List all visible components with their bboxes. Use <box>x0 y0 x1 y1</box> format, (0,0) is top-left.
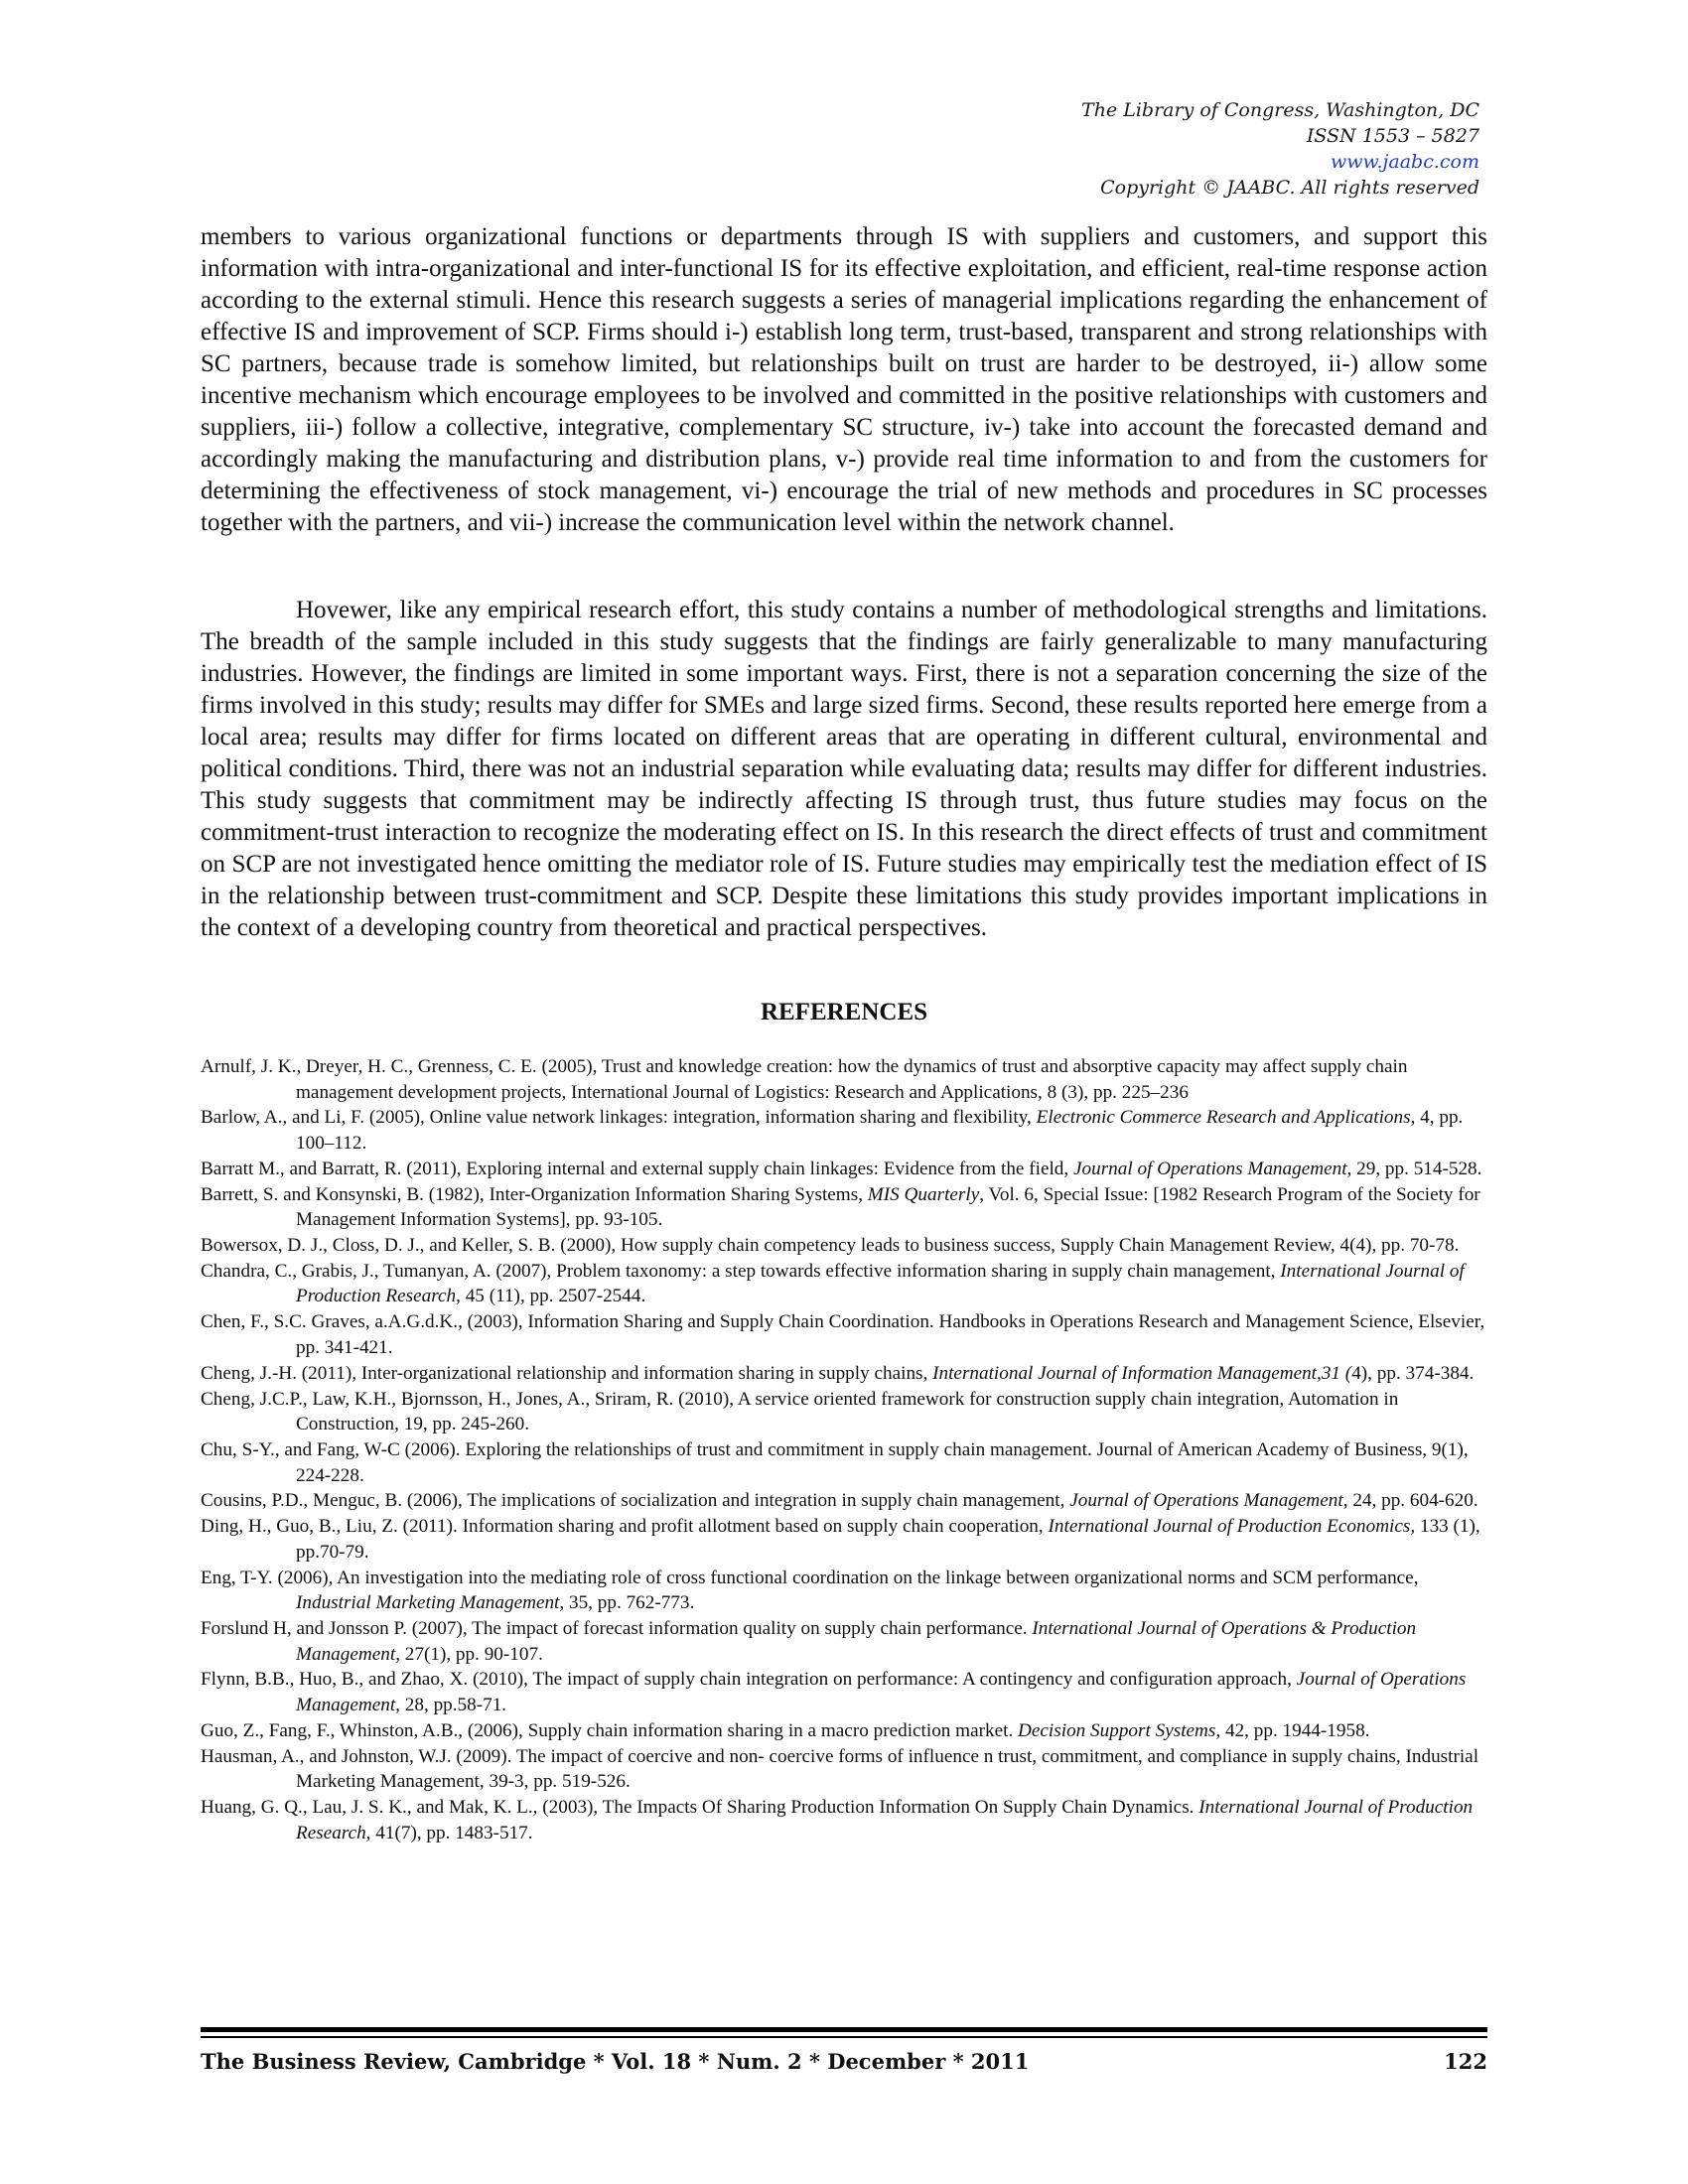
reference-source-italic: International Journal of Production Economics, <box>1048 1516 1416 1538</box>
reference-source-italic: MIS Quarterly <box>867 1183 980 1205</box>
reference-text: Huang, G. Q., Lau, J. S. K., and Mak, K. L., (2003), The Impacts Of Sharing Production Information On Supply Chain Dynamics. <box>201 1797 1199 1819</box>
reference-item <box>201 1667 1487 1717</box>
reference-text: Flynn, B.B., Huo, B., and Zhao, X. (2010), The impact of supply chain integration on performance: A contingency and configuration approach, <box>201 1669 1297 1691</box>
reference-item <box>201 1259 1487 1309</box>
reference-item <box>201 1795 1487 1845</box>
reference-source-italic: Journal of Operations Management, <box>1069 1490 1348 1512</box>
reference-source-italic: Electronic Commerce Research and Applications, <box>1036 1107 1416 1129</box>
reference-details: 4), pp. 374-384. <box>1351 1362 1475 1384</box>
header-library: The Library of Congress, Washington, DC <box>1081 99 1479 121</box>
reference-item <box>201 1105 1487 1156</box>
header-issn: ISSN 1553 – 5827 <box>1306 125 1479 147</box>
reference-item <box>201 1233 1487 1259</box>
reference-details: 29, pp. 514-528. <box>1351 1158 1482 1179</box>
reference-text: Bowersox, D. J., Closs, D. J., and Keller, S. B. (2000), How supply chain competency leads to business success, Supply Chain Management Review, 4(4), pp. 70-78. <box>201 1235 1460 1257</box>
reference-text: Forslund H, and Jonsson P. (2007), The impact of forecast information quality on supply chain performance. <box>201 1618 1033 1640</box>
reference-text: Chen, F., S.C. Graves, a.A.G.d.K., (2003), Information Sharing and Supply Chain Coordination. Handbooks in Operations Research and Management Science, Elsevier, pp. 341-421. <box>201 1311 1485 1358</box>
reference-text: Cousins, P.D., Menguc, B. (2006), The implications of socialization and integration in supply chain management, <box>201 1490 1070 1512</box>
reference-text: Ding, H., Guo, B., Liu, Z. (2011). Information sharing and profit allotment based on supply chain cooperation, <box>201 1516 1049 1538</box>
reference-details: 35, pp. 762-773. <box>564 1592 695 1614</box>
reference-source-italic: Journal of Operations Management, <box>1073 1158 1352 1179</box>
reference-text: Hausman, A., and Johnston, W.J. (2009). The impact of coercive and non- coercive forms of influence n trust, commitment, and compliance in supply chains, Industrial Marketing Management, 39-3, pp. 519-526. <box>201 1745 1479 1793</box>
reference-details: 28, pp.58-71. <box>399 1694 507 1715</box>
reference-source-italic: Journal of Operations Management, <box>296 1669 1467 1715</box>
reference-details: , 45 (11), pp. 2507-2544. <box>456 1286 646 1307</box>
header-website-link[interactable]: www.jaabc.com <box>1330 151 1479 173</box>
body-paragraph-1: members to various organizational functions or departments through IS with suppliers and customers, and support this information with intra-organizational and inter-functional IS for its effective exploitation, and efficient, real-time response action according to the external stimuli. Hence this research suggests a series of managerial implications regarding the enhancement of effective IS and improvement of SCP. Firms should i-) establish long term, trust-based, transparent and strong relationships with SC partners, because trade is somehow limited, but relationships built on trust are harder to be destroyed, ii-) allow some incentive mechanism which encourage employees to be involved and committed in the positive relationships with customers and suppliers, iii-) follow a collective, integrative, complementary SC structure, iv-) take into account the forecasted demand and accordingly making the manufacturing and distribution plans, v-) provide real time information to and from the customers for determining the effectiveness of stock management, vi-) encourage the trial of new methods and procedures in SC processes together with the partners, and vii-) increase the communication level within the network channel. <box>201 223 1487 536</box>
reference-source-italic: International Journal of Information Management,31 ( <box>932 1362 1352 1384</box>
reference-source-italic: Industrial Marketing Management, <box>296 1592 565 1614</box>
reference-details: 133 (1), pp.70-79. <box>296 1516 1480 1563</box>
page-number: 122 <box>1444 2049 1487 2074</box>
reference-text: Barrett, S. and Konsynski, B. (1982), Inter-Organization Information Sharing Systems, <box>201 1183 868 1205</box>
reference-item <box>201 1488 1487 1514</box>
reference-text: Chu, S-Y., and Fang, W-C (2006). Exploring the relationships of trust and commitment in supply chain management. Journal of American Academy of Business, 9(1), 224-228. <box>201 1439 1469 1486</box>
reference-source-italic: International Journal of Production Research, <box>296 1797 1474 1843</box>
reference-item <box>201 1718 1487 1744</box>
reference-text: Cheng, J.-H. (2011), Inter-organizational relationship and information sharing in supply chains, <box>201 1362 933 1384</box>
reference-item <box>201 1437 1487 1488</box>
body-paragraph-2: Hovewer, like any empirical research effort, this study contains a number of methodological strengths and limitations. The breadth of the sample included in this study suggests that the findings are fairly generalizable to many manufacturing industries. However, the findings are limited in some important ways. First, there is not a separation concerning the size of the firms involved in this study; results may differ for SMEs and large sized firms. Second, these results reported here emerge from a local area; results may differ for firms located on different areas that are operating in different cultural, environmental and political conditions. Third, there was not an industrial separation while evaluating data; results may differ for different industries. This study suggests that commitment may be indirectly affecting IS through trust, thus future studies may focus on the commitment-trust interaction to recognize the moderating effect on IS. In this research the direct effects of trust and commitment on SCP are not investigated hence omitting the mediator role of IS. Future studies may empirically test the mediation effect of IS in the relationship between trust-commitment and SCP. Despite these limitations this study provides important implications in the context of a developing country from theoretical and practical perspectives. <box>201 597 1487 941</box>
reference-text: Guo, Z., Fang, F., Whinston, A.B., (2006), Supply chain information sharing in a macro prediction market. <box>201 1719 1019 1741</box>
reference-item <box>201 1566 1487 1616</box>
reference-text: Barratt M., and Barratt, R. (2011), Exploring internal and external supply chain linkages: Evidence from the field, <box>201 1158 1073 1179</box>
reference-item <box>201 1157 1487 1182</box>
reference-text: Barlow, A., and Li, F. (2005), Online value network linkages: integration, information sharing and flexibility, <box>201 1107 1037 1129</box>
reference-item <box>201 1744 1487 1795</box>
reference-item <box>201 1309 1487 1360</box>
reference-item <box>201 1054 1487 1105</box>
footer-rule-thin <box>201 2036 1487 2038</box>
journal-header <box>884 97 1479 201</box>
reference-item <box>201 1387 1487 1437</box>
reference-details: 42, pp. 1944-1958. <box>1220 1719 1370 1741</box>
reference-item <box>201 1361 1487 1387</box>
references-heading: REFERENCES <box>760 999 928 1025</box>
footer-rule-thick <box>201 2027 1487 2032</box>
reference-details: , 27(1), pp. 90-107. <box>395 1643 543 1665</box>
reference-text: Eng, T-Y. (2006), An investigation into the mediating role of cross functional coordination on the linkage between organizational norms and SCM performance, <box>201 1567 1419 1588</box>
reference-item <box>201 1616 1487 1667</box>
reference-item <box>201 1182 1487 1233</box>
footer-journal-info: The Business Review, Cambridge * Vol. 18 * Num. 2 * December * 2011 <box>201 2049 1030 2074</box>
reference-source-italic: International Journal of Production Research <box>296 1260 1465 1307</box>
reference-details: 24, pp. 604-620. <box>1347 1490 1478 1512</box>
reference-text: Arnulf, J. K., Dreyer, H. C., Grenness, C. E. (2005), Trust and knowledge creation: how the dynamics of trust and absorptive capacity may affect supply chain management development projects, International Journal of Logistics: Research and Applications, 8 (3), pp. 225–236 <box>201 1056 1408 1103</box>
reference-item <box>201 1514 1487 1565</box>
reference-text: Cheng, J.C.P., Law, K.H., Bjornsson, H., Jones, A., Sriram, R. (2010), A service oriented framework for construction supply chain integration, Automation in Construction, 19, pp. 245-260. <box>201 1388 1399 1435</box>
header-copyright: Copyright © JAABC. All rights reserved <box>1100 177 1479 199</box>
reference-source-italic: Decision Support Systems, <box>1018 1719 1221 1741</box>
reference-details: 41(7), pp. 1483-517. <box>370 1822 533 1843</box>
reference-source-italic: International Journal of Operations & Production Management <box>296 1618 1417 1665</box>
reference-details: , Vol. 6, Special Issue: [1982 Research Program of the Society for Management Information Systems], pp. 93-105. <box>296 1183 1480 1231</box>
reference-text: Chandra, C., Grabis, J., Tumanyan, A. (2007), Problem taxonomy: a step towards effective information sharing in supply chain management, <box>201 1260 1281 1282</box>
references-list <box>201 1054 1487 1846</box>
reference-details: 4, pp. 100–112. <box>296 1107 1464 1154</box>
